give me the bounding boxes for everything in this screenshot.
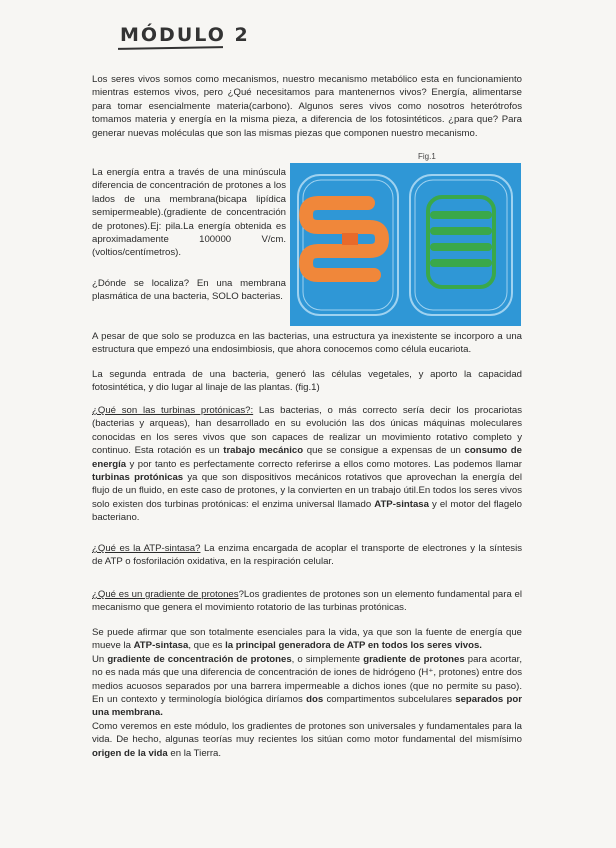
bold-term: turbinas protónicas — [92, 472, 184, 484]
bold-term: consumo de energía — [92, 445, 522, 470]
paragraph-gradient-question — [92, 588, 522, 615]
figure-cell-diagram — [290, 163, 521, 326]
text-span: y por tanto es perfectamente correcto referirse a ellos como motores. Las podemos llamar — [126, 458, 522, 470]
text-span: ya que son dispositivos mecánicos rotativos que aprovechan la energía del flujo de un fluido, en este caso de protones, y la convierten en un trabajo útil.En todos los seres vivos solo existen dos turbinas protónicas: el enzima universal llamado — [92, 472, 522, 510]
text-span: Como veremos en este módulo, los gradientes de protones son universales y fundamentales para la vida. De hecho, algunas teorías muy recientes los sitúan como motor fundamental del mismísimo — [92, 720, 522, 746]
text-span: , que es — [188, 640, 226, 652]
question-atp-sintasa: ¿Qué es la ATP-sintasa? — [92, 543, 201, 554]
text-span: ? — [238, 589, 244, 600]
bold-term: gradiente de concentración de protones — [107, 653, 292, 665]
paragraph-plants: La segunda entrada de una bacteria, generó las células vegetales, y aporto la capacidad fotosintética, y dio lugar al linaje de las plantas. (fig.1) — [92, 369, 522, 394]
question-gradient: gradiente — [145, 589, 186, 600]
text-span: Un — [92, 653, 108, 665]
page-title: MÓDULO 2 — [120, 24, 250, 46]
text-span: en la Tierra. — [167, 747, 222, 759]
bold-term: dos — [306, 694, 324, 706]
bold-term: gradiente de protones — [363, 653, 465, 665]
paragraph-intro: Los seres vivos somos como mecanismos, nuestro mecanismo metabólico esta en funcionamiento mientras estemos vivos, pero ¿Qué necesitamos para mantenernos vivos? Energía, alimentarse para tomar esencialmente materia(carbono). Algunos seres vivos como nosotros heterótrofos tomamos materia y energía en la misma pieza, a diferencia de los fotosintéticos. ¿para que? Para generar nuevas moléculas que son las mismas piezas que componen nuestro mecanismo. — [92, 74, 522, 139]
text-span: Se puede afirmar que son totalmente esenciales para la vida, ya que son la fuente de energía que mueve la — [92, 627, 522, 652]
center-mark — [342, 233, 358, 245]
bold-term: la principal generadora de ATP en todos los seres vivos. — [225, 640, 482, 652]
text-span: que se consigue a expensas de un — [303, 445, 465, 457]
text-span: para acortar, no es nada más que una diferencia de concentración de iones de hidrógeno (H⁺, protones) entre dos medios acuosos separados por una barrera impermeable a dichos iones (que no permite su paso). En un contexto y terminología biológica diríamos — [92, 653, 523, 706]
bold-term: trabajo mecánico — [223, 445, 304, 457]
paragraph-energy: La energía entra a través de una minúscula diferencia de concentración de protones a los lados de una membrana(bicapa lipídica semipermeable).(gradiente de concentración de protones).Ej: pila.La energía obtenida es aproximadamente 100000 V/cm.(voltios/centímetros). — [92, 167, 286, 259]
text-span: Los gradientes de protones son un elemento fundamental para el mecanismo que genera el movimiento rotatorio de las turbinas protónicas. — [92, 589, 522, 614]
question-gradient: protones — [201, 589, 239, 600]
question-gradient: de — [185, 589, 202, 600]
figure-label: Fig.1 — [418, 152, 436, 161]
paragraph-endosymbiosis: A pesar de que solo se produzca en las bacterias, una estructura ya inexistente se incorporo a una estructura que empezó una endosimbiosis, que ahora conocemos como célula eucariota. — [92, 331, 522, 356]
green-thylakoid-outer — [428, 197, 494, 287]
question-gradient: ¿Qué es un — [92, 589, 146, 600]
title-underline — [118, 46, 223, 50]
paragraph-gradient-essential — [92, 626, 522, 760]
text-span: , o simplemente — [291, 653, 364, 665]
figure-svg — [290, 163, 521, 326]
paragraph-atp-sintasa — [92, 542, 522, 569]
bold-term: origen de la vida — [92, 747, 168, 759]
paragraph-location: ¿Dónde se localiza? En una membrana plasmática de una bacteria, SOLO bacterias. — [92, 278, 286, 303]
bold-term: separados por una membrana. — [92, 694, 523, 719]
text-span: Las bacterias, o más correcto sería decir los procariotas (bacterias y arqueas), han desarrollado en su evolución las dos únicas máquinas moleculares conocidas en los seres vivos que son capaces de realizar un movimiento rotativo completo y continuo. Esta rotación es un — [92, 405, 522, 457]
paragraph-turbines — [92, 404, 522, 525]
question-turbines: ¿Qué son las turbinas protónicas?: — [92, 405, 254, 416]
text-span: La enzima encargada de acoplar el transporte de electrones y la síntesis de ATP o fosforilación oxidativa, en la respiración celular. — [92, 543, 523, 568]
bold-term: ATP-sintasa — [374, 498, 429, 510]
text-span: y el motor del flagelo bacteriano. — [92, 498, 523, 524]
text-span: compartimentos subcelulares — [323, 694, 456, 706]
bold-term: ATP-sintasa — [133, 640, 189, 652]
